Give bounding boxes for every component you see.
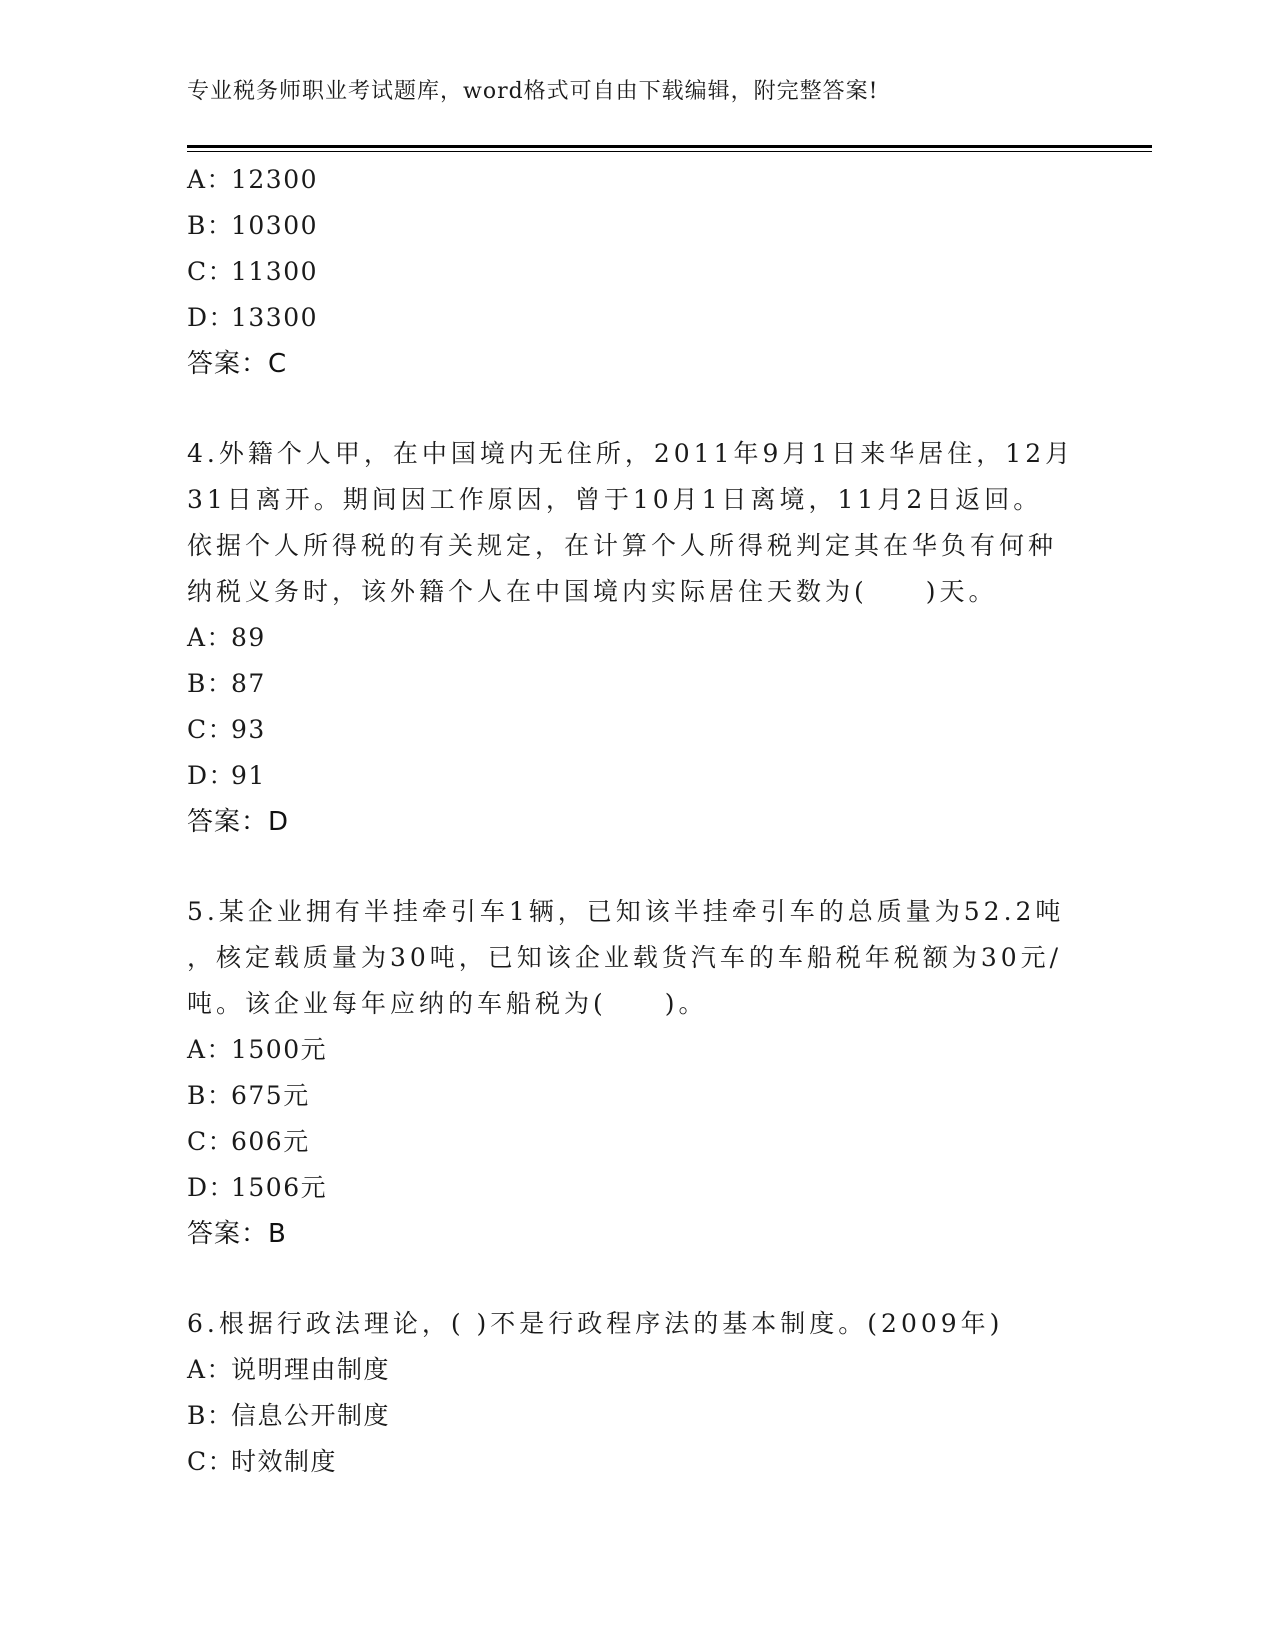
question-stem-line: ，核定载质量为30吨，已知该企业载货汽车的车船税年税额为30元/ bbox=[187, 943, 1063, 972]
option-a: A：12300 bbox=[187, 165, 319, 194]
option-c: C：606元 bbox=[187, 1127, 310, 1156]
answer: 答案：C bbox=[187, 349, 288, 379]
question-stem-line: 4.外籍个人甲，在中国境内无住所，2011年9月1日来华居住，12月 bbox=[187, 439, 1075, 468]
question-content bbox=[187, 157, 1087, 1485]
question-5 bbox=[187, 889, 1087, 1257]
header-rule-thick bbox=[187, 145, 1152, 148]
question-stem-line: 6.根据行政法理论，( )不是行政程序法的基本制度。(2009年) bbox=[187, 1309, 1004, 1338]
option-d: D：91 bbox=[187, 761, 266, 790]
option-b: B：87 bbox=[187, 669, 266, 698]
option-b: B：675元 bbox=[187, 1081, 310, 1110]
question-stem-line: 31日离开。期间因工作原因，曾于10月1日离境，11月2日返回。 bbox=[187, 485, 1043, 514]
answer: 答案：D bbox=[187, 807, 290, 837]
question-stem-line: 纳税义务时，该外籍个人在中国境内实际居住天数为( )天。 bbox=[187, 577, 998, 606]
question-stem-line: 依据个人所得税的有关规定，在计算个人所得税判定其在华负有何种 bbox=[187, 531, 1058, 560]
question-4 bbox=[187, 431, 1087, 845]
option-b: B：10300 bbox=[187, 211, 319, 240]
question-3 bbox=[187, 157, 1087, 387]
option-b: B：信息公开制度 bbox=[187, 1401, 391, 1430]
answer: 答案：B bbox=[187, 1219, 287, 1249]
option-a: A：说明理由制度 bbox=[187, 1355, 391, 1384]
option-a: A：1500元 bbox=[187, 1035, 328, 1064]
header-note: 专业税务师职业考试题库，word格式可自由下载编辑，附完整答案! bbox=[187, 79, 879, 104]
option-c: C：93 bbox=[187, 715, 266, 744]
question-6 bbox=[187, 1301, 1087, 1485]
question-stem-line: 5.某企业拥有半挂牵引车1辆，已知该半挂牵引车的总质量为52.2吨 bbox=[187, 897, 1065, 926]
question-stem-line: 吨。该企业每年应纳的车船税为( )。 bbox=[187, 989, 708, 1018]
option-c: C：11300 bbox=[187, 257, 319, 286]
option-d: D：13300 bbox=[187, 303, 319, 332]
option-d: D：1506元 bbox=[187, 1173, 328, 1202]
header-rule-thin bbox=[187, 151, 1152, 152]
option-c: C：时效制度 bbox=[187, 1447, 338, 1476]
option-a: A：89 bbox=[187, 623, 266, 652]
